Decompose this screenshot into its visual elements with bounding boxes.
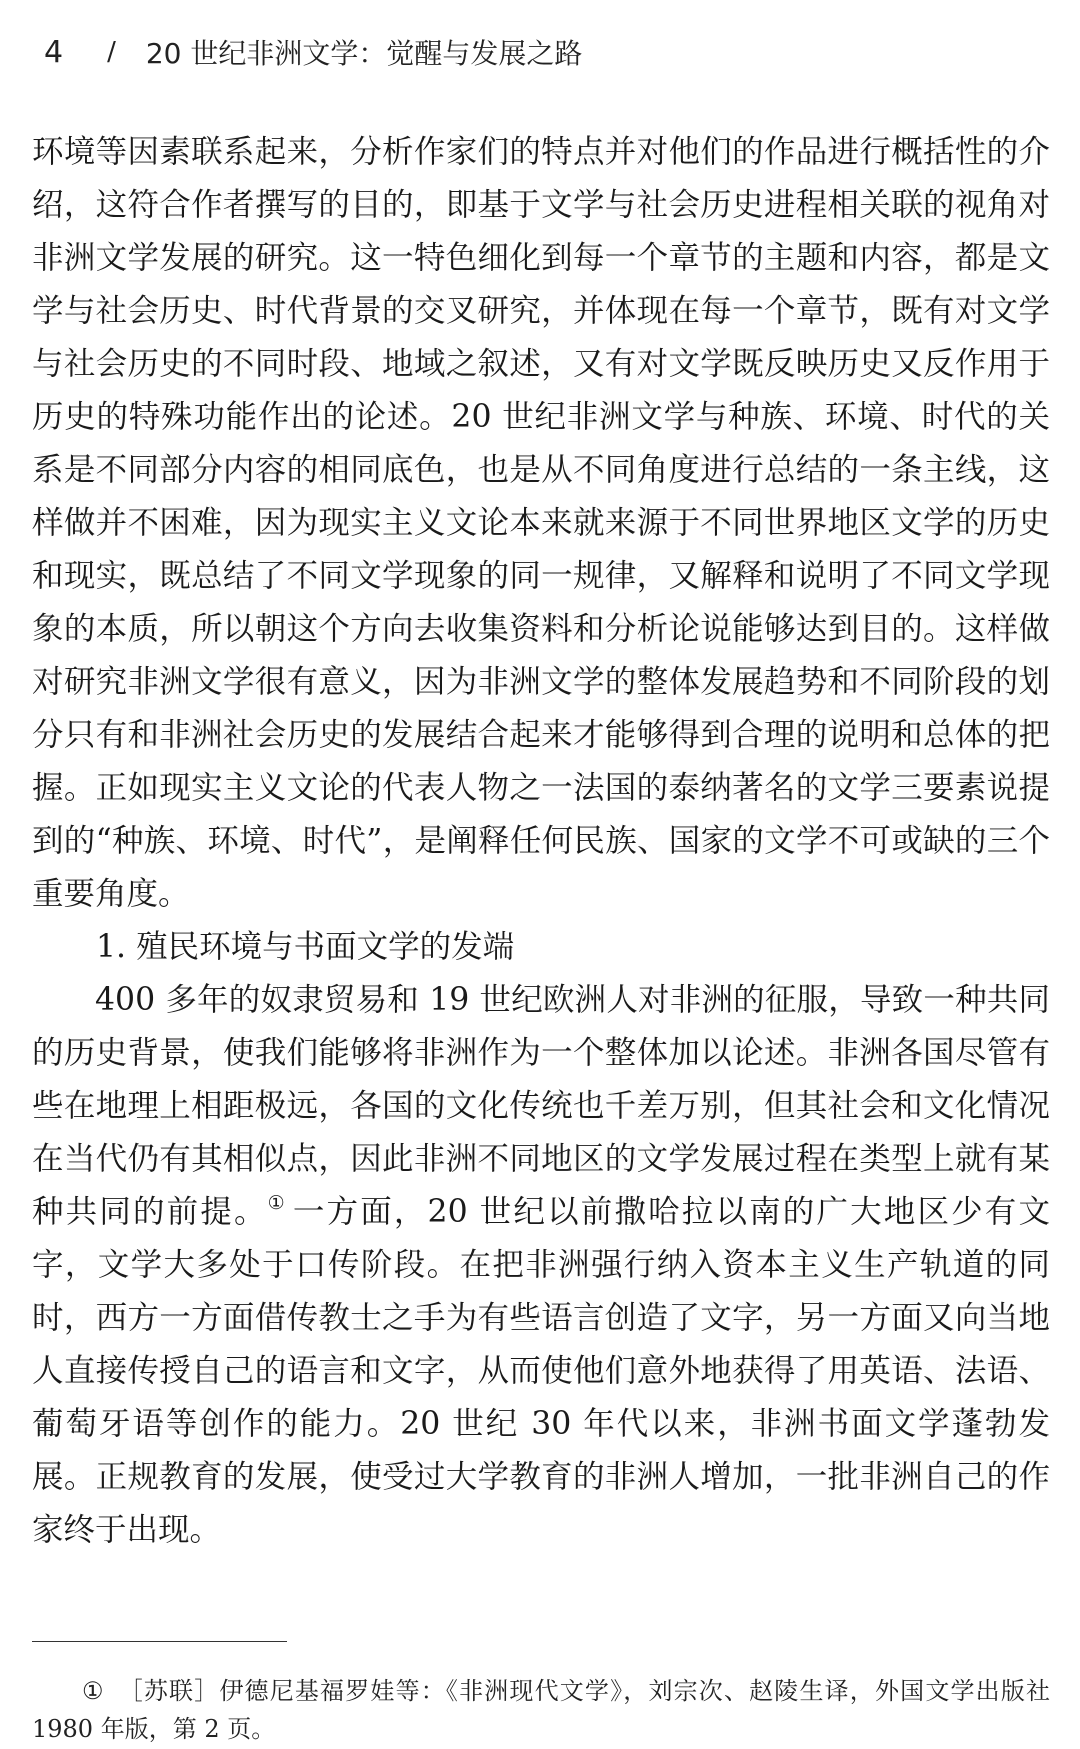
running-header (44, 28, 582, 76)
paragraph-text: 一方面，20 世纪以前撒哈拉以南的广大地区少有文字，文学大多处于口传阶段。在把非洲强行纳入资本主义生产轨道的同时，西方一方面借传教士之手为有些语言创造了文字，另一方面又向当地人直接传授自己的语言和文字，从而使他们意外地获得了用英语、法语、葡萄牙语等创作的能力。20 世纪 30 年代以来，非洲书面文学蓬勃发展。正规教育的发展，使受过大学教育的非洲人增加，一批非洲自己的作家终于出现。 (32, 1194, 1050, 1548)
footnote-text: ［苏联］伊德尼基福罗娃等：《非洲现代文学》，刘宗次、赵陵生译，外国文学出版社 1980 年版，第 2 页。 (32, 1677, 1050, 1743)
paragraph: 环境等因素联系起来，分析作家们的特点并对他们的作品进行概括性的介绍，这符合作者撰写的目的，即基于文学与社会历史进程相关联的视角对非洲文学发展的研究。这一特色细化到每一个章节的主题和内容，都是文学与社会历史、时代背景的交叉研究，并体现在每一个章节，既有对文学与社会历史的不同时段、地域之叙述，又有对文学既反映历史又反作用于历史的特殊功能作出的论述。20 世纪非洲文学与种族、环境、时代的关系是不同部分内容的相同底色，也是从不同角度进行总结的一条主线，这样做并不困难，因为现实主义文论本来就来源于不同世界地区文学的历史和现实，既总结了不同文学现象的同一规律，又解释和说明了不同文学现象的本质，所以朝这个方向去收集资料和分析论说能够达到目的。这样做对研究非洲文学很有意义，因为非洲文学的整体发展趋势和不同阶段的划分只有和非洲社会历史的发展结合起来才能够得到合理的说明和总体的把握。正如现实主义文论的代表人物之一法国的泰纳著名的文学三要素说提到的“种族、环境、时代”，是阐释任何民族、国家的文学不可或缺的三个重要角度。 (32, 134, 1050, 912)
footnote-marker: ① (82, 1677, 105, 1705)
book-title: 20 世纪非洲文学：觉醒与发展之路 (145, 37, 583, 70)
paragraph (32, 974, 1050, 1557)
header-separator: / (107, 37, 116, 67)
footnote-reference[interactable]: ① (267, 1192, 287, 1214)
footnote (32, 1672, 1050, 1748)
page-number: 4 (44, 34, 64, 70)
section-heading: 1. 殖民环境与书面文学的发端 (96, 929, 515, 965)
footnote-divider (32, 1641, 287, 1642)
main-text (32, 126, 1050, 1557)
paragraph-text: 400 多年的奴隶贸易和 19 世纪欧洲人对非洲的征服，导致一种共同的历史背景，使我们能够将非洲作为一个整体加以论述。非洲各国尽管有些在地理上相距极远，各国的文化传统也千差万别，但其社会和文化情况在当代仍有其相似点，因此非洲不同地区的文学发展过程在类型上就有某种共同的前提。 (32, 982, 1050, 1230)
